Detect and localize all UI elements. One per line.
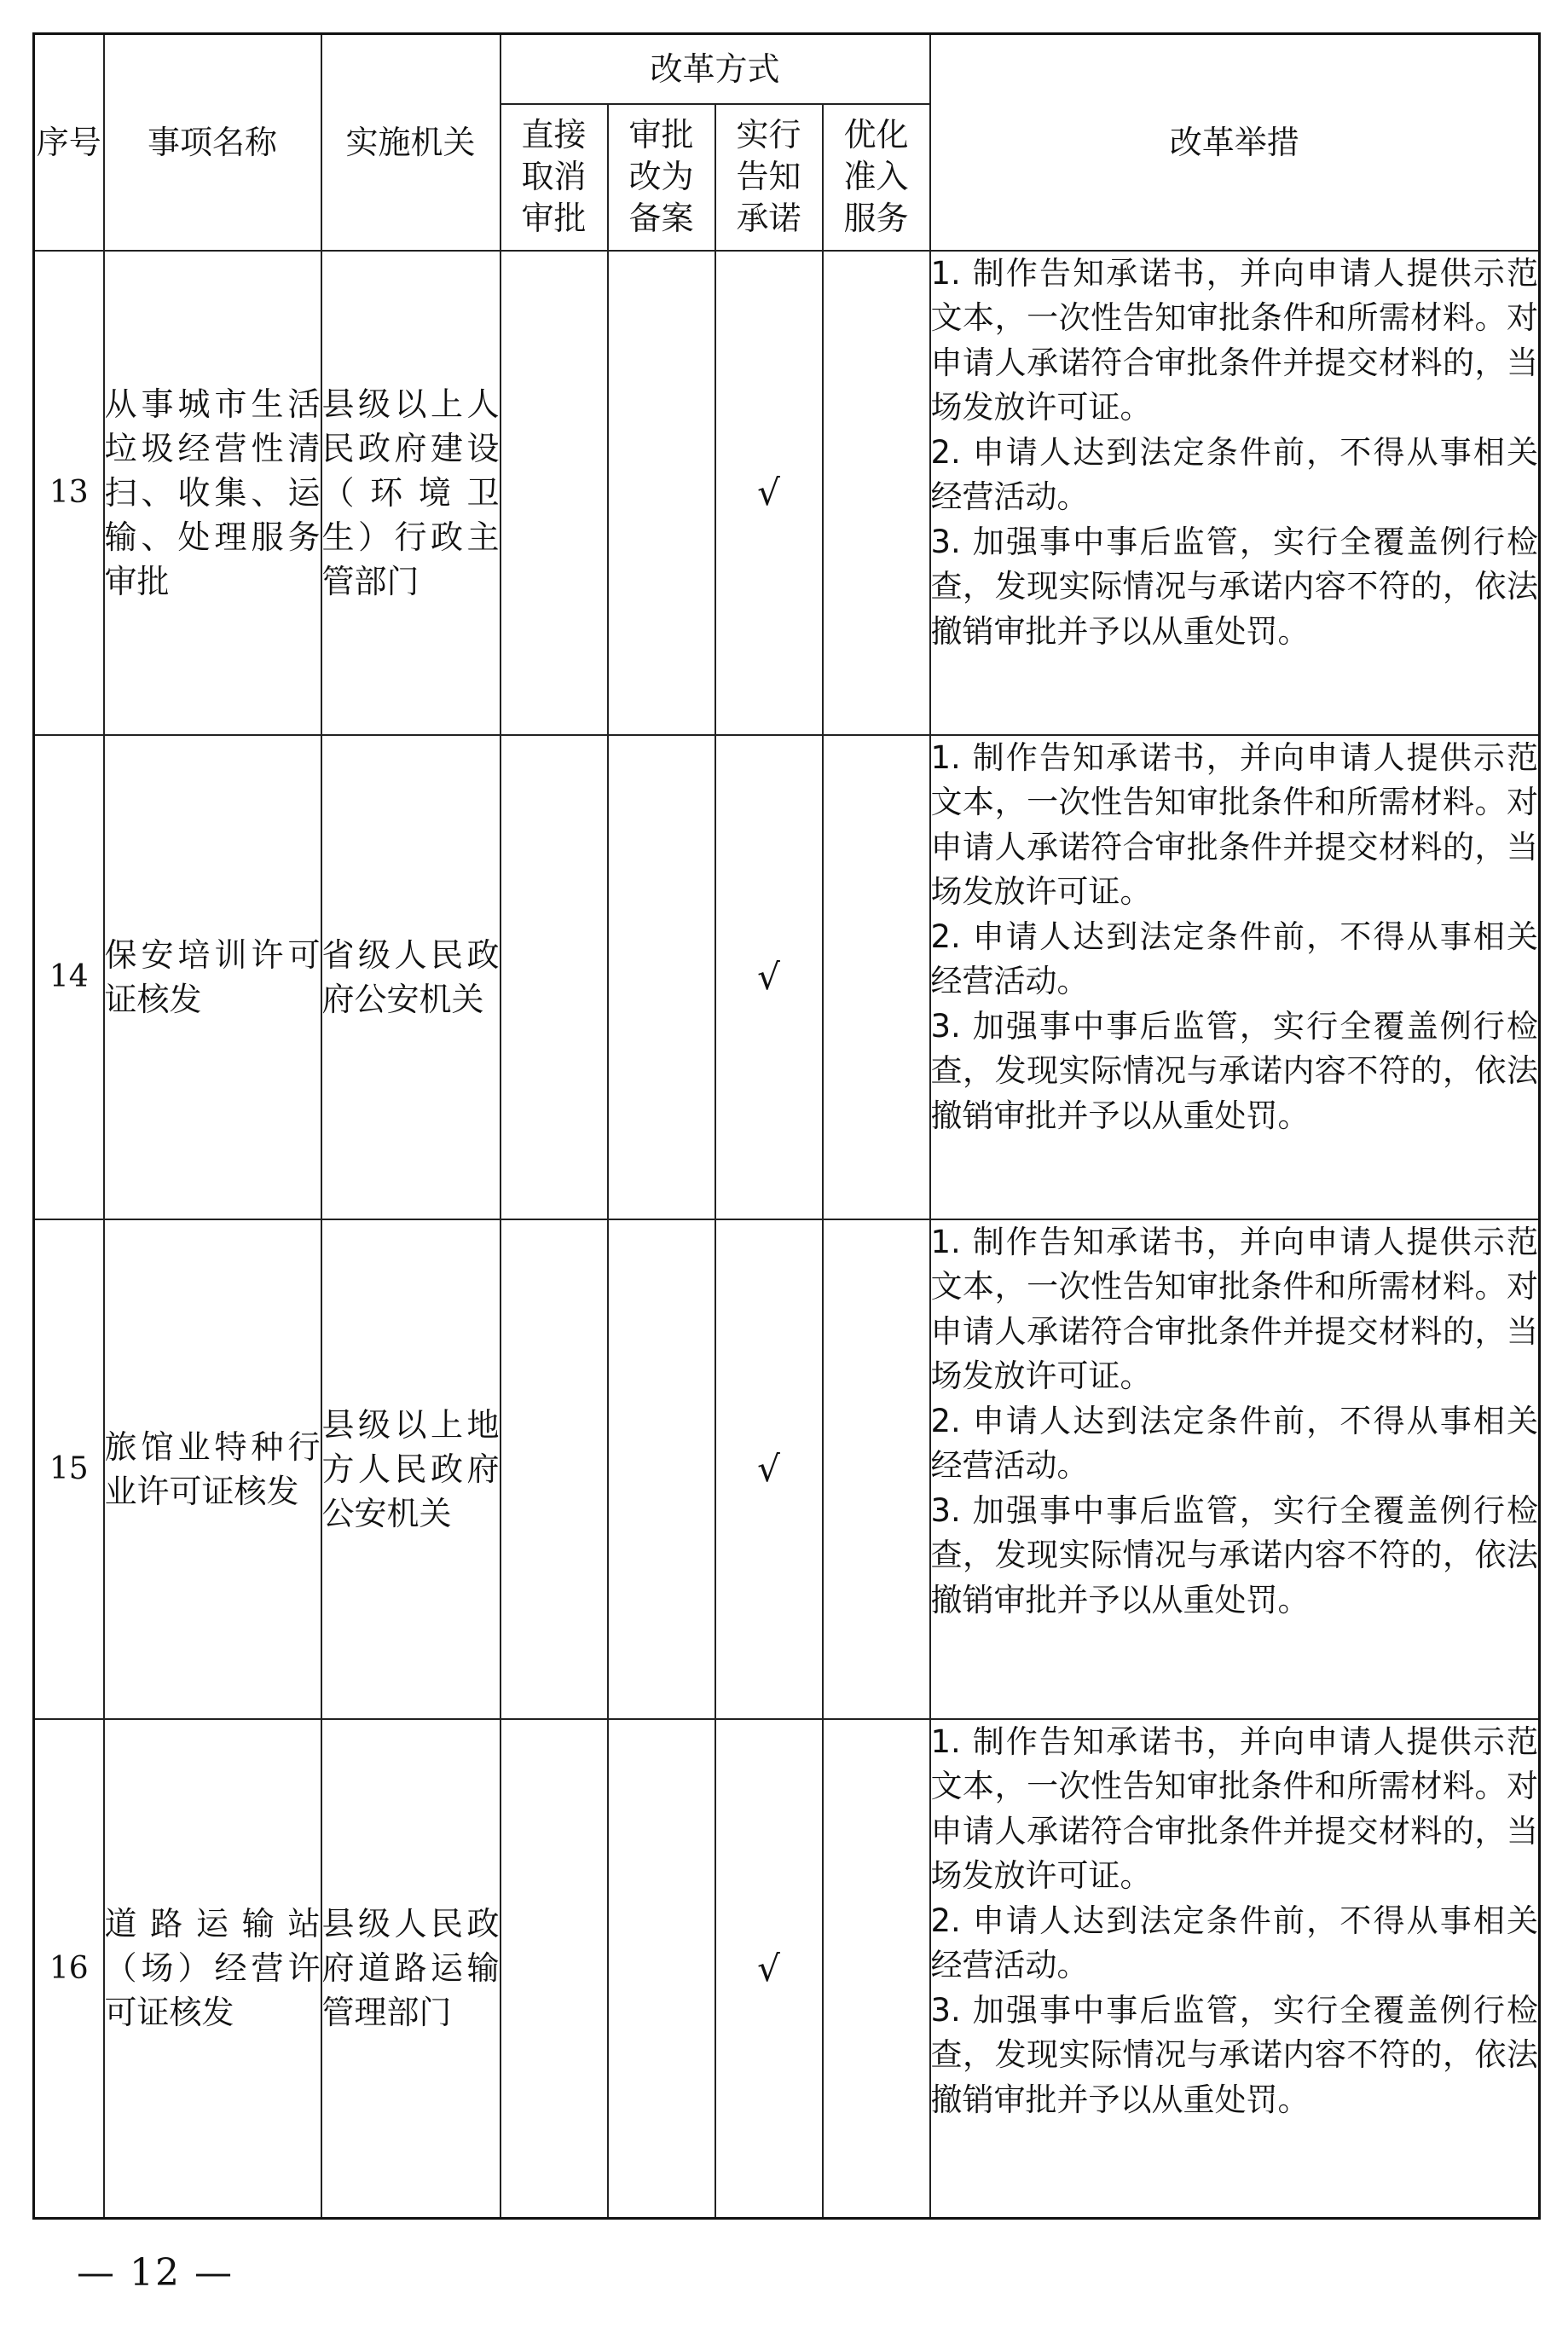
measure-3: 3. 加强事中事后监管，实行全覆盖例行检查，发现实际情况与承诺内容不符的，依法撤销审批并予以从重处罚。 — [930, 1007, 1539, 1134]
measure-1: 1. 制作告知承诺书，并向申请人提供示范文本，一次性告知审批条件和所需材料。对申请人承诺符合审批条件并提交材料的，当场发放许可证。 — [930, 1722, 1539, 1894]
measure-2: 2. 申请人达到法定条件前，不得从事相关经营活动。 — [930, 433, 1539, 515]
row-org: 县级人民政府道路运输管理部门 — [321, 1719, 500, 2219]
row-seq: 14 — [34, 735, 104, 1219]
measure-3: 3. 加强事中事后监管，实行全覆盖例行检查，发现实际情况与承诺内容不符的，依法撤销审批并予以从重处罚。 — [930, 1991, 1539, 2118]
measure-1: 1. 制作告知承诺书，并向申请人提供示范文本，一次性告知审批条件和所需材料。对申请人承诺符合审批条件并提交材料的，当场发放许可证。 — [930, 254, 1539, 426]
measure-2: 2. 申请人达到法定条件前，不得从事相关经营活动。 — [930, 1902, 1539, 1983]
row-seq: 16 — [34, 1719, 104, 2219]
table-row — [34, 1219, 1540, 1719]
measure-1: 1. 制作告知承诺书，并向申请人提供示范文本，一次性告知审批条件和所需材料。对申请人承诺符合审批条件并提交材料的，当场发放许可证。 — [930, 738, 1539, 910]
row-seq: 15 — [34, 1219, 104, 1719]
row-measures — [930, 251, 1540, 735]
row-seq: 13 — [34, 251, 104, 735]
check-mark: √ — [715, 251, 823, 735]
row-measures — [930, 735, 1540, 1219]
table-row — [34, 1719, 1540, 2219]
header-method-optimize: 优化 准入 服务 — [823, 104, 930, 251]
row-optimize-cell — [823, 1219, 930, 1719]
check-mark: √ — [715, 1719, 823, 2219]
header-method-cancel: 直接 取消 审批 — [500, 104, 608, 251]
row-measures — [930, 1219, 1540, 1719]
row-optimize-cell — [823, 251, 930, 735]
row-item-name: 道路运输站（场）经营许可证核发 — [104, 1719, 321, 2219]
row-item-name: 从事城市生活垃圾经营性清扫、收集、运输、处理服务审批 — [104, 251, 321, 735]
row-filing-cell — [608, 1719, 715, 2219]
row-item-name: 旅馆业特种行业许可证核发 — [104, 1219, 321, 1719]
reform-table — [32, 32, 1541, 2220]
row-optimize-cell — [823, 735, 930, 1219]
row-optimize-cell — [823, 1719, 930, 2219]
measure-2: 2. 申请人达到法定条件前，不得从事相关经营活动。 — [930, 918, 1539, 999]
row-filing-cell — [608, 251, 715, 735]
header-measures: 改革举措 — [930, 34, 1540, 251]
row-filing-cell — [608, 1219, 715, 1719]
measure-3: 3. 加强事中事后监管，实行全覆盖例行检查，发现实际情况与承诺内容不符的，依法撤销审批并予以从重处罚。 — [930, 1491, 1539, 1618]
table-row — [34, 735, 1540, 1219]
check-mark: √ — [715, 735, 823, 1219]
page-number: — 12 — — [77, 2251, 234, 2295]
header-org: 实施机关 — [321, 34, 500, 251]
header-seq: 序号 — [34, 34, 104, 251]
row-cancel-cell — [500, 1719, 608, 2219]
row-cancel-cell — [500, 251, 608, 735]
check-mark: √ — [715, 1219, 823, 1719]
header-row-1 — [34, 34, 1540, 104]
row-cancel-cell — [500, 735, 608, 1219]
measure-2: 2. 申请人达到法定条件前，不得从事相关经营活动。 — [930, 1402, 1539, 1484]
row-cancel-cell — [500, 1219, 608, 1719]
table-row — [34, 251, 1540, 735]
header-reform-method: 改革方式 — [500, 34, 930, 104]
header-method-filing: 审批 改为 备案 — [608, 104, 715, 251]
header-method-commitment: 实行 告知 承诺 — [715, 104, 823, 251]
header-item-name: 事项名称 — [104, 34, 321, 251]
measure-1: 1. 制作告知承诺书，并向申请人提供示范文本，一次性告知审批条件和所需材料。对申请人承诺符合审批条件并提交材料的，当场发放许可证。 — [930, 1223, 1539, 1394]
row-org: 县级以上地方人民政府公安机关 — [321, 1219, 500, 1719]
row-measures — [930, 1719, 1540, 2219]
row-org: 县级以上人民政府建设（环境卫生）行政主管部门 — [321, 251, 500, 735]
row-item-name: 保安培训许可证核发 — [104, 735, 321, 1219]
row-org: 省级人民政府公安机关 — [321, 735, 500, 1219]
measure-3: 3. 加强事中事后监管，实行全覆盖例行检查，发现实际情况与承诺内容不符的，依法撤销审批并予以从重处罚。 — [930, 523, 1539, 650]
row-filing-cell — [608, 735, 715, 1219]
